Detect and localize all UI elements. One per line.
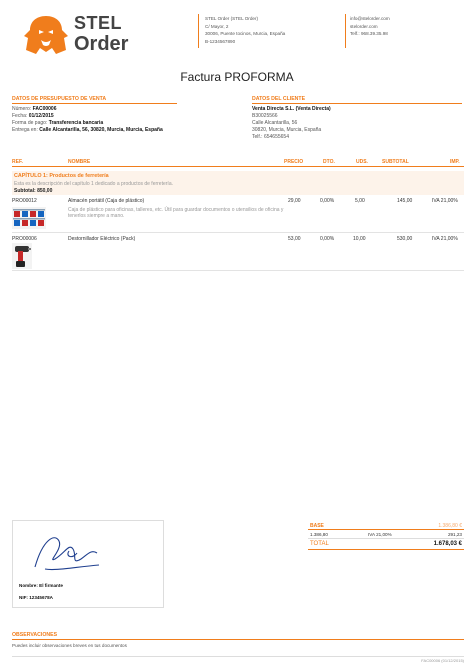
col-dto: DTO. — [323, 159, 335, 165]
col-uds: UDS. — [356, 159, 368, 165]
col-nombre: NOMBRE — [68, 159, 91, 165]
company-street: C/ Mayor, 2 — [205, 23, 229, 29]
signer-name: Nombre: El firmante — [19, 583, 63, 588]
item-uds: 5,00 — [355, 198, 365, 204]
col-ref: REF. — [12, 159, 23, 165]
row-value: 01/12/2015 — [28, 113, 54, 119]
row-value: Calle Alcantarilla, 56, 30820, Murcia, Murcia, España — [39, 127, 163, 133]
signer-nif: NIF: 12345678A — [19, 595, 53, 600]
client-city: 30820, Murcia, Murcia, España — [252, 127, 322, 133]
totals-section — [308, 522, 464, 550]
totals-header — [308, 522, 464, 530]
company-logo — [22, 14, 162, 56]
client-details — [252, 106, 462, 141]
table-header — [12, 158, 464, 167]
item-description: Caja de plástico para oficinas, talleres, etc. Útil para guardar documentos o utensilios de oficina y tenerlos siempre a mano. — [68, 207, 284, 220]
item-uds: 10,00 — [353, 236, 366, 242]
document-title: Factura PROFORMA — [180, 70, 294, 84]
footer-reference: FAC00006 (01/12/2015) — [421, 658, 464, 663]
storage-bins-image — [12, 207, 46, 229]
item-precio: 29,00 — [288, 198, 301, 204]
sale-data-heading: DATOS DE PRESUPUESTO DE VENTA — [12, 96, 177, 104]
item-precio: 53,00 — [288, 236, 301, 242]
client-street: Calle Alcantarilla, 56 — [252, 120, 298, 126]
row-key: Fecha: — [12, 113, 28, 119]
sale-data-row — [12, 127, 177, 134]
col-subtotal: SUBTOTAL — [382, 159, 409, 165]
base-value: 1.386,80 € — [438, 523, 462, 529]
logo-text — [74, 14, 128, 54]
item-dto: 0,00% — [320, 236, 335, 242]
total-label: TOTAL — [310, 541, 329, 547]
items-table — [12, 158, 464, 271]
client-section — [252, 96, 462, 141]
row-value: Transferencia bancaria — [48, 120, 104, 126]
gorilla-icon — [22, 14, 70, 56]
total-value: 1.678,03 € — [433, 541, 462, 547]
item-name: Destornillador Eléctrico (Pack) — [68, 236, 136, 242]
logo-line-1: STEL — [74, 13, 123, 33]
drill-image — [12, 243, 32, 269]
row-key: Número: — [12, 106, 32, 112]
col-precio: PRECIO — [284, 159, 304, 165]
chapter-description: Esta es la descripción del capítulo 1 dedicado a productos de ferretería. — [14, 181, 173, 187]
signature-box — [12, 520, 164, 608]
client-phone: Telf.: 654655654 — [252, 134, 289, 140]
tax-row — [308, 530, 464, 539]
col-imp: IMP. — [450, 159, 460, 165]
company-web: stelorder.com — [350, 23, 378, 29]
chapter-subtotal-value: 850,00 — [37, 188, 53, 194]
company-contact — [350, 15, 450, 38]
item-ref: PRO00006 — [12, 236, 37, 242]
row-key: Forma de pago: — [12, 120, 48, 126]
header-divider — [345, 14, 346, 48]
company-cif: B-1234567890 — [205, 38, 236, 44]
chapter-subtotal-label: Subtotal: — [14, 188, 36, 194]
logo-line-2: Order — [74, 33, 129, 55]
observations-section — [12, 632, 464, 648]
client-heading: DATOS DEL CLIENTE — [252, 96, 462, 104]
item-subtotal: 145,00 — [397, 198, 413, 204]
client-cif: B30025566 — [252, 113, 278, 119]
row-value: FAC00006 — [32, 106, 57, 112]
observations-text: Puedes incluir observaciones breves en tus documentos — [12, 643, 127, 648]
base-label: BASE — [310, 523, 324, 529]
total-row — [308, 539, 464, 550]
sale-data-list — [12, 106, 177, 134]
item-name: Almacén portátil (Caja de plástico) — [68, 198, 145, 204]
sale-data-section — [12, 96, 177, 134]
company-email: info@stelorder.com — [350, 16, 390, 21]
item-imp: IVA 21,00% — [432, 236, 458, 242]
client-name: Venta Directa S.L. (Venta Directa) — [252, 106, 331, 112]
item-ref: PRO00012 — [12, 198, 37, 204]
company-city: 30006, Puente tocinos, Murcia, España — [205, 31, 286, 36]
tax-amount: 291,23 — [447, 532, 462, 537]
signature-image — [25, 529, 105, 577]
footer-divider — [12, 656, 464, 657]
tax-base: 1.386,80 — [310, 532, 328, 537]
item-imp: IVA 21,00% — [432, 198, 458, 204]
table-row — [12, 233, 464, 271]
header-divider — [198, 14, 199, 48]
chapter-subtotal — [14, 188, 462, 194]
sale-data-row — [12, 106, 177, 113]
table-row — [12, 195, 464, 233]
sale-data-row — [12, 120, 177, 127]
company-name: STEL Order (STEL Order) — [205, 16, 259, 21]
item-dto: 0,00% — [320, 198, 335, 204]
observations-heading: OBSERVACIONES — [12, 632, 464, 640]
sale-data-row — [12, 113, 177, 120]
chapter-title: CAPÍTULO 1: Productos de ferretería — [14, 173, 109, 179]
item-subtotal: 530,00 — [397, 236, 413, 242]
company-phone: Telf.: 968.39.35.98 — [350, 31, 388, 36]
row-key: Entrega en: — [12, 127, 38, 133]
tax-rate: IVA 21,00% — [368, 532, 392, 537]
chapter-block — [12, 171, 464, 195]
company-info — [205, 15, 335, 45]
